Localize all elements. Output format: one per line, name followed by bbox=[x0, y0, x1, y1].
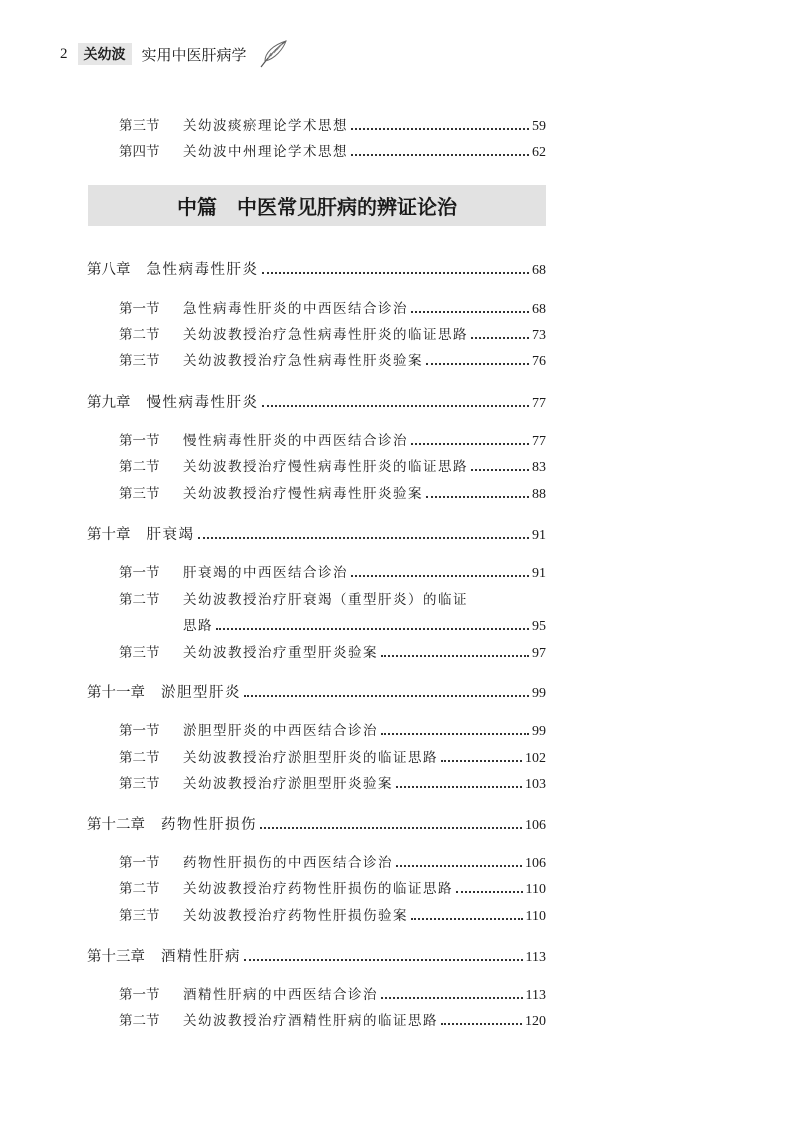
dot-leader bbox=[244, 958, 523, 961]
part-label: 中篇 bbox=[177, 195, 217, 219]
dot-leader bbox=[441, 1022, 522, 1025]
section-label: 第三节 bbox=[119, 645, 160, 661]
section-label: 第二节 bbox=[119, 327, 160, 343]
book-title: 实用中医肝病学 bbox=[141, 45, 247, 64]
toc-section-entry[interactable] bbox=[119, 720, 546, 742]
section-label: 第一节 bbox=[119, 301, 160, 317]
section-title: 关幼波教授治疗慢性病毒性肝炎的临证思路 bbox=[183, 459, 468, 475]
toc-section-entry[interactable] bbox=[119, 1010, 546, 1032]
toc-section-entry[interactable] bbox=[119, 878, 546, 900]
section-title: 关幼波痰瘀理论学术思想 bbox=[183, 118, 348, 134]
section-label: 第一节 bbox=[119, 987, 160, 1003]
toc-section-entry[interactable] bbox=[119, 747, 546, 769]
section-label: 第三节 bbox=[119, 353, 160, 369]
section-title: 关幼波教授治疗药物性肝损伤的临证思路 bbox=[183, 881, 453, 897]
section-title: 关幼波教授治疗药物性肝损伤验案 bbox=[183, 908, 408, 924]
section-title: 关幼波教授治疗淤胆型肝炎的临证思路 bbox=[183, 750, 438, 766]
section-title: 关幼波教授治疗慢性病毒性肝炎验案 bbox=[183, 486, 423, 502]
section-title: 关幼波教授治疗急性病毒性肝炎验案 bbox=[183, 353, 423, 369]
section-title: 关幼波中州理论学术思想 bbox=[183, 144, 348, 160]
section-label: 第二节 bbox=[119, 1013, 160, 1029]
dot-leader bbox=[411, 442, 529, 445]
dot-leader bbox=[260, 826, 522, 829]
dot-leader bbox=[411, 917, 523, 920]
toc-section-entry[interactable] bbox=[119, 115, 546, 137]
section-title: 关幼波教授治疗肝衰竭（重型肝炎）的临证 bbox=[183, 592, 468, 608]
section-page: 95 bbox=[532, 619, 546, 634]
toc-section-entry[interactable] bbox=[119, 350, 546, 372]
part-banner bbox=[88, 185, 546, 226]
section-page: 110 bbox=[525, 909, 546, 924]
toc-section-entry[interactable] bbox=[119, 589, 546, 611]
section-title: 药物性肝损伤的中西医结合诊治 bbox=[183, 855, 393, 871]
chapter-page: 99 bbox=[532, 686, 546, 701]
section-page: 76 bbox=[532, 354, 546, 369]
dot-leader bbox=[351, 574, 529, 577]
toc-section-entry[interactable] bbox=[119, 642, 546, 664]
dot-leader bbox=[244, 694, 529, 697]
chapter-label: 第九章 bbox=[87, 395, 131, 411]
feather-icon bbox=[257, 39, 289, 69]
toc-section-entry[interactable] bbox=[119, 141, 546, 163]
section-page: 120 bbox=[525, 1014, 546, 1029]
section-title: 淤胆型肝炎的中西医结合诊治 bbox=[183, 723, 378, 739]
section-page: 88 bbox=[532, 487, 546, 502]
chapter-title: 酒精性肝病 bbox=[161, 949, 241, 965]
chapter-title: 药物性肝损伤 bbox=[161, 817, 257, 833]
dot-leader bbox=[471, 336, 529, 339]
section-label: 第二节 bbox=[119, 459, 160, 475]
chapter-page: 68 bbox=[532, 263, 546, 278]
chapter-title: 淤胆型肝炎 bbox=[161, 685, 241, 701]
section-label: 第三节 bbox=[119, 776, 160, 792]
toc-section-entry[interactable] bbox=[119, 483, 546, 505]
toc-section-entry[interactable] bbox=[119, 905, 546, 927]
toc-section-entry[interactable] bbox=[119, 456, 546, 478]
dot-leader bbox=[381, 654, 529, 657]
section-label: 第二节 bbox=[119, 881, 160, 897]
toc-section-entry[interactable] bbox=[119, 562, 546, 584]
toc-chapter-entry[interactable] bbox=[87, 524, 546, 546]
dot-leader bbox=[441, 759, 522, 762]
dot-leader bbox=[396, 864, 522, 867]
dot-leader bbox=[262, 404, 530, 407]
chapter-page: 91 bbox=[532, 528, 546, 543]
section-title: 急性病毒性肝炎的中西医结合诊治 bbox=[183, 301, 408, 317]
section-page: 62 bbox=[532, 145, 546, 160]
dot-leader bbox=[396, 785, 522, 788]
dot-leader bbox=[351, 127, 529, 130]
running-header bbox=[60, 36, 289, 72]
section-page: 77 bbox=[532, 434, 546, 449]
section-label: 第四节 bbox=[119, 144, 160, 160]
section-label: 第一节 bbox=[119, 433, 160, 449]
section-label: 第一节 bbox=[119, 723, 160, 739]
chapter-label: 第十一章 bbox=[87, 685, 145, 701]
toc-chapter-entry[interactable] bbox=[87, 946, 546, 968]
section-page: 102 bbox=[525, 751, 546, 766]
toc-section-entry[interactable] bbox=[119, 298, 546, 320]
section-page: 113 bbox=[525, 988, 546, 1003]
section-label: 第一节 bbox=[119, 855, 160, 871]
section-title: 关幼波教授治疗酒精性肝病的临证思路 bbox=[183, 1013, 438, 1029]
section-page: 97 bbox=[532, 646, 546, 661]
toc-section-entry[interactable] bbox=[119, 773, 546, 795]
dot-leader bbox=[198, 536, 530, 539]
dot-leader bbox=[426, 362, 529, 365]
section-label: 第一节 bbox=[119, 565, 160, 581]
part-title: 中医常见肝病的辨证论治 bbox=[237, 195, 457, 219]
dot-leader bbox=[262, 271, 530, 274]
dot-leader bbox=[381, 996, 523, 999]
dot-leader bbox=[351, 153, 529, 156]
section-page: 103 bbox=[525, 777, 546, 792]
dot-leader bbox=[456, 890, 523, 893]
page-number: 2 bbox=[60, 45, 68, 62]
chapter-title: 肝衰竭 bbox=[146, 527, 195, 543]
toc-section-continuation[interactable] bbox=[183, 615, 546, 637]
section-label: 第二节 bbox=[119, 750, 160, 766]
chapter-label: 第八章 bbox=[87, 262, 131, 278]
author-badge: 关幼波 bbox=[78, 43, 132, 65]
section-title: 关幼波教授治疗急性病毒性肝炎的临证思路 bbox=[183, 327, 468, 343]
section-label: 第三节 bbox=[119, 908, 160, 924]
chapter-page: 77 bbox=[532, 396, 546, 411]
toc-chapter-entry[interactable] bbox=[87, 392, 546, 414]
section-label: 第三节 bbox=[119, 486, 160, 502]
section-label: 第三节 bbox=[119, 118, 160, 134]
section-page: 110 bbox=[525, 882, 546, 897]
section-title: 关幼波教授治疗淤胆型肝炎验案 bbox=[183, 776, 393, 792]
dot-leader bbox=[381, 732, 529, 735]
chapter-label: 第十二章 bbox=[87, 817, 145, 833]
chapter-page: 106 bbox=[525, 818, 546, 833]
section-label: 第二节 bbox=[119, 592, 160, 608]
dot-leader bbox=[426, 495, 529, 498]
chapter-title: 急性病毒性肝炎 bbox=[146, 262, 259, 278]
section-title: 关幼波教授治疗重型肝炎验案 bbox=[183, 645, 378, 661]
section-page: 106 bbox=[525, 856, 546, 871]
toc-chapter-entry[interactable] bbox=[87, 259, 546, 281]
toc-chapter-entry[interactable] bbox=[87, 682, 546, 704]
section-title-continued: 思路 bbox=[183, 618, 213, 634]
chapter-page: 113 bbox=[525, 950, 546, 965]
dot-leader bbox=[471, 468, 529, 471]
chapter-title: 慢性病毒性肝炎 bbox=[146, 395, 259, 411]
section-page: 73 bbox=[532, 328, 546, 343]
section-title: 慢性病毒性肝炎的中西医结合诊治 bbox=[183, 433, 408, 449]
toc-section-entry[interactable] bbox=[119, 324, 546, 346]
toc-section-entry[interactable] bbox=[119, 430, 546, 452]
toc-section-entry[interactable] bbox=[119, 984, 546, 1006]
section-title: 酒精性肝病的中西医结合诊治 bbox=[183, 987, 378, 1003]
section-page: 68 bbox=[532, 302, 546, 317]
chapter-label: 第十章 bbox=[87, 527, 131, 543]
dot-leader bbox=[216, 627, 529, 630]
dot-leader bbox=[411, 310, 529, 313]
section-title: 肝衰竭的中西医结合诊治 bbox=[183, 565, 348, 581]
toc-section-entry[interactable] bbox=[119, 852, 546, 874]
section-page: 59 bbox=[532, 119, 546, 134]
toc-chapter-entry[interactable] bbox=[87, 814, 546, 836]
section-page: 99 bbox=[532, 724, 546, 739]
chapter-label: 第十三章 bbox=[87, 949, 145, 965]
section-page: 83 bbox=[532, 460, 546, 475]
section-page: 91 bbox=[532, 566, 546, 581]
